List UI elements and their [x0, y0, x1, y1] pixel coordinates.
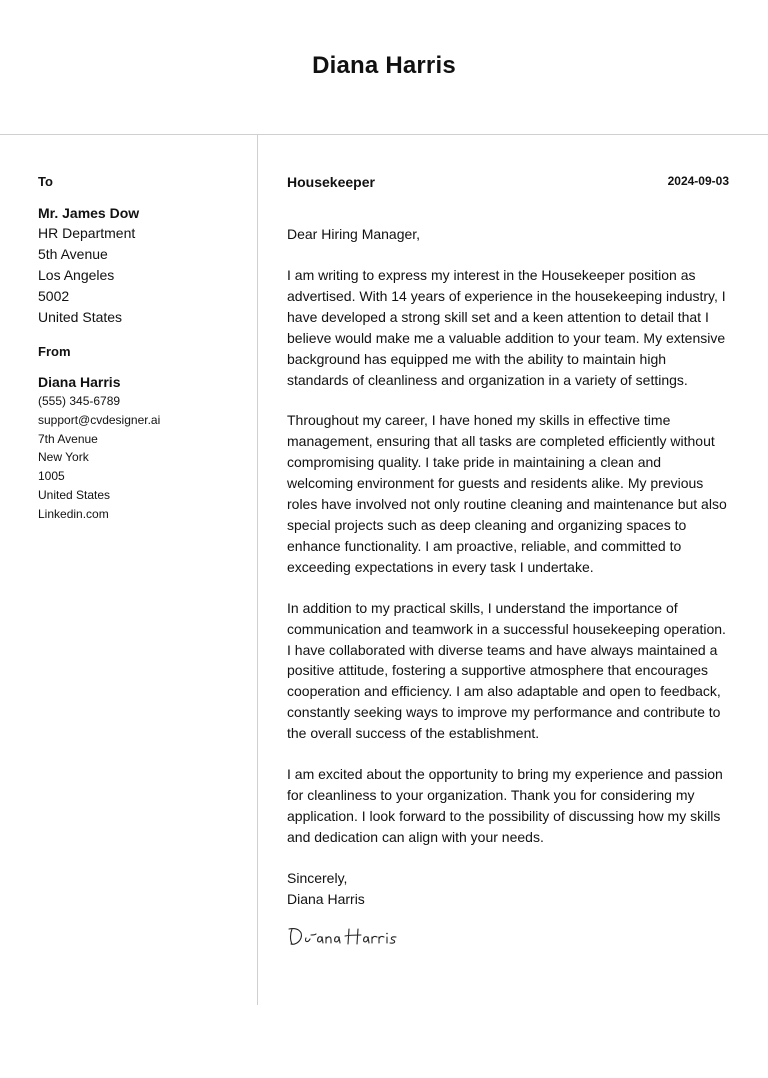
- sender-city: New York: [38, 450, 89, 465]
- handwritten-signature: [287, 924, 407, 950]
- body-paragraph: I am writing to express my interest in the Housekeeper position as advertised. With 14 years of experience in the housekeeping industry, I have developed a strong skill set and a keen attention to detail that I believe would make me a valuable addition to your team. My extensive background has equipped me with the ability to maintain high standards of cleanliness and organization in a variety of settings.: [287, 267, 726, 388]
- letter-date: 2024-09-03: [667, 174, 729, 188]
- recipient-country: United States: [38, 309, 123, 325]
- letter-column: [287, 174, 729, 950]
- closing: [287, 868, 729, 910]
- greeting: Dear Hiring Manager,: [287, 226, 421, 242]
- body-paragraph: I am excited about the opportunity to bring my experience and passion for cleanliness to your organization. Thank you for considering my application. I look forward to the possibility of discussing how my skills and dedication can align with your needs.: [287, 766, 723, 845]
- column-divider: [257, 135, 258, 1005]
- recipient-street: 5th Avenue: [38, 246, 108, 262]
- contact-column: [38, 174, 248, 524]
- to-label: To: [38, 174, 53, 189]
- sender-postcode: 1005: [38, 469, 65, 484]
- sender-country: United States: [38, 487, 111, 502]
- recipient-city: Los Angeles: [38, 267, 115, 283]
- body-paragraph: Throughout my career, I have honed my skills in effective time management, ensuring that all tasks are completed efficiently without compromising quality. I take pride in maintaining a clean and welcoming environment for guests and residents alike. My previous roles have involved not only routine cleaning and maintenance but also special projects such as deep cleaning and organizing spaces to enhance functionality. I am proactive, reliable, and committed to exceeding expectations in every task I undertake.: [287, 412, 727, 575]
- sender-street: 7th Avenue: [38, 431, 98, 446]
- job-title: Housekeeper: [287, 174, 375, 190]
- recipient-department: HR Department: [38, 225, 136, 241]
- body-paragraph: In addition to my practical skills, I understand the importance of communication and teamwork in a successful housekeeping operation. I have collaborated with diverse teams and have always maintained a positive attitude, fostering a supportive atmosphere that encourages cooperation and efficiency. I am also adaptable and open to feedback, constantly seeking ways to improve my performance and contribute to the overall success of the establishment.: [287, 599, 726, 742]
- sender-email: support@cvdesigner.ai: [38, 412, 161, 427]
- signature-dot: [386, 932, 388, 934]
- sender-linkedin: Linkedin.com: [38, 506, 109, 521]
- from-label: From: [38, 344, 71, 359]
- recipient-name: Mr. James Dow: [38, 205, 140, 221]
- recipient-postcode: 5002: [38, 288, 70, 304]
- header-name: Diana Harris: [312, 52, 456, 79]
- sender-name: Diana Harris: [38, 374, 121, 390]
- page-header: [0, 0, 768, 135]
- closing-text: Sincerely,: [287, 869, 348, 886]
- sender-phone: (555) 345-6789: [38, 394, 121, 408]
- signature-image: [287, 924, 729, 950]
- letter-topline: [287, 174, 729, 192]
- closing-name: Diana Harris: [287, 890, 365, 907]
